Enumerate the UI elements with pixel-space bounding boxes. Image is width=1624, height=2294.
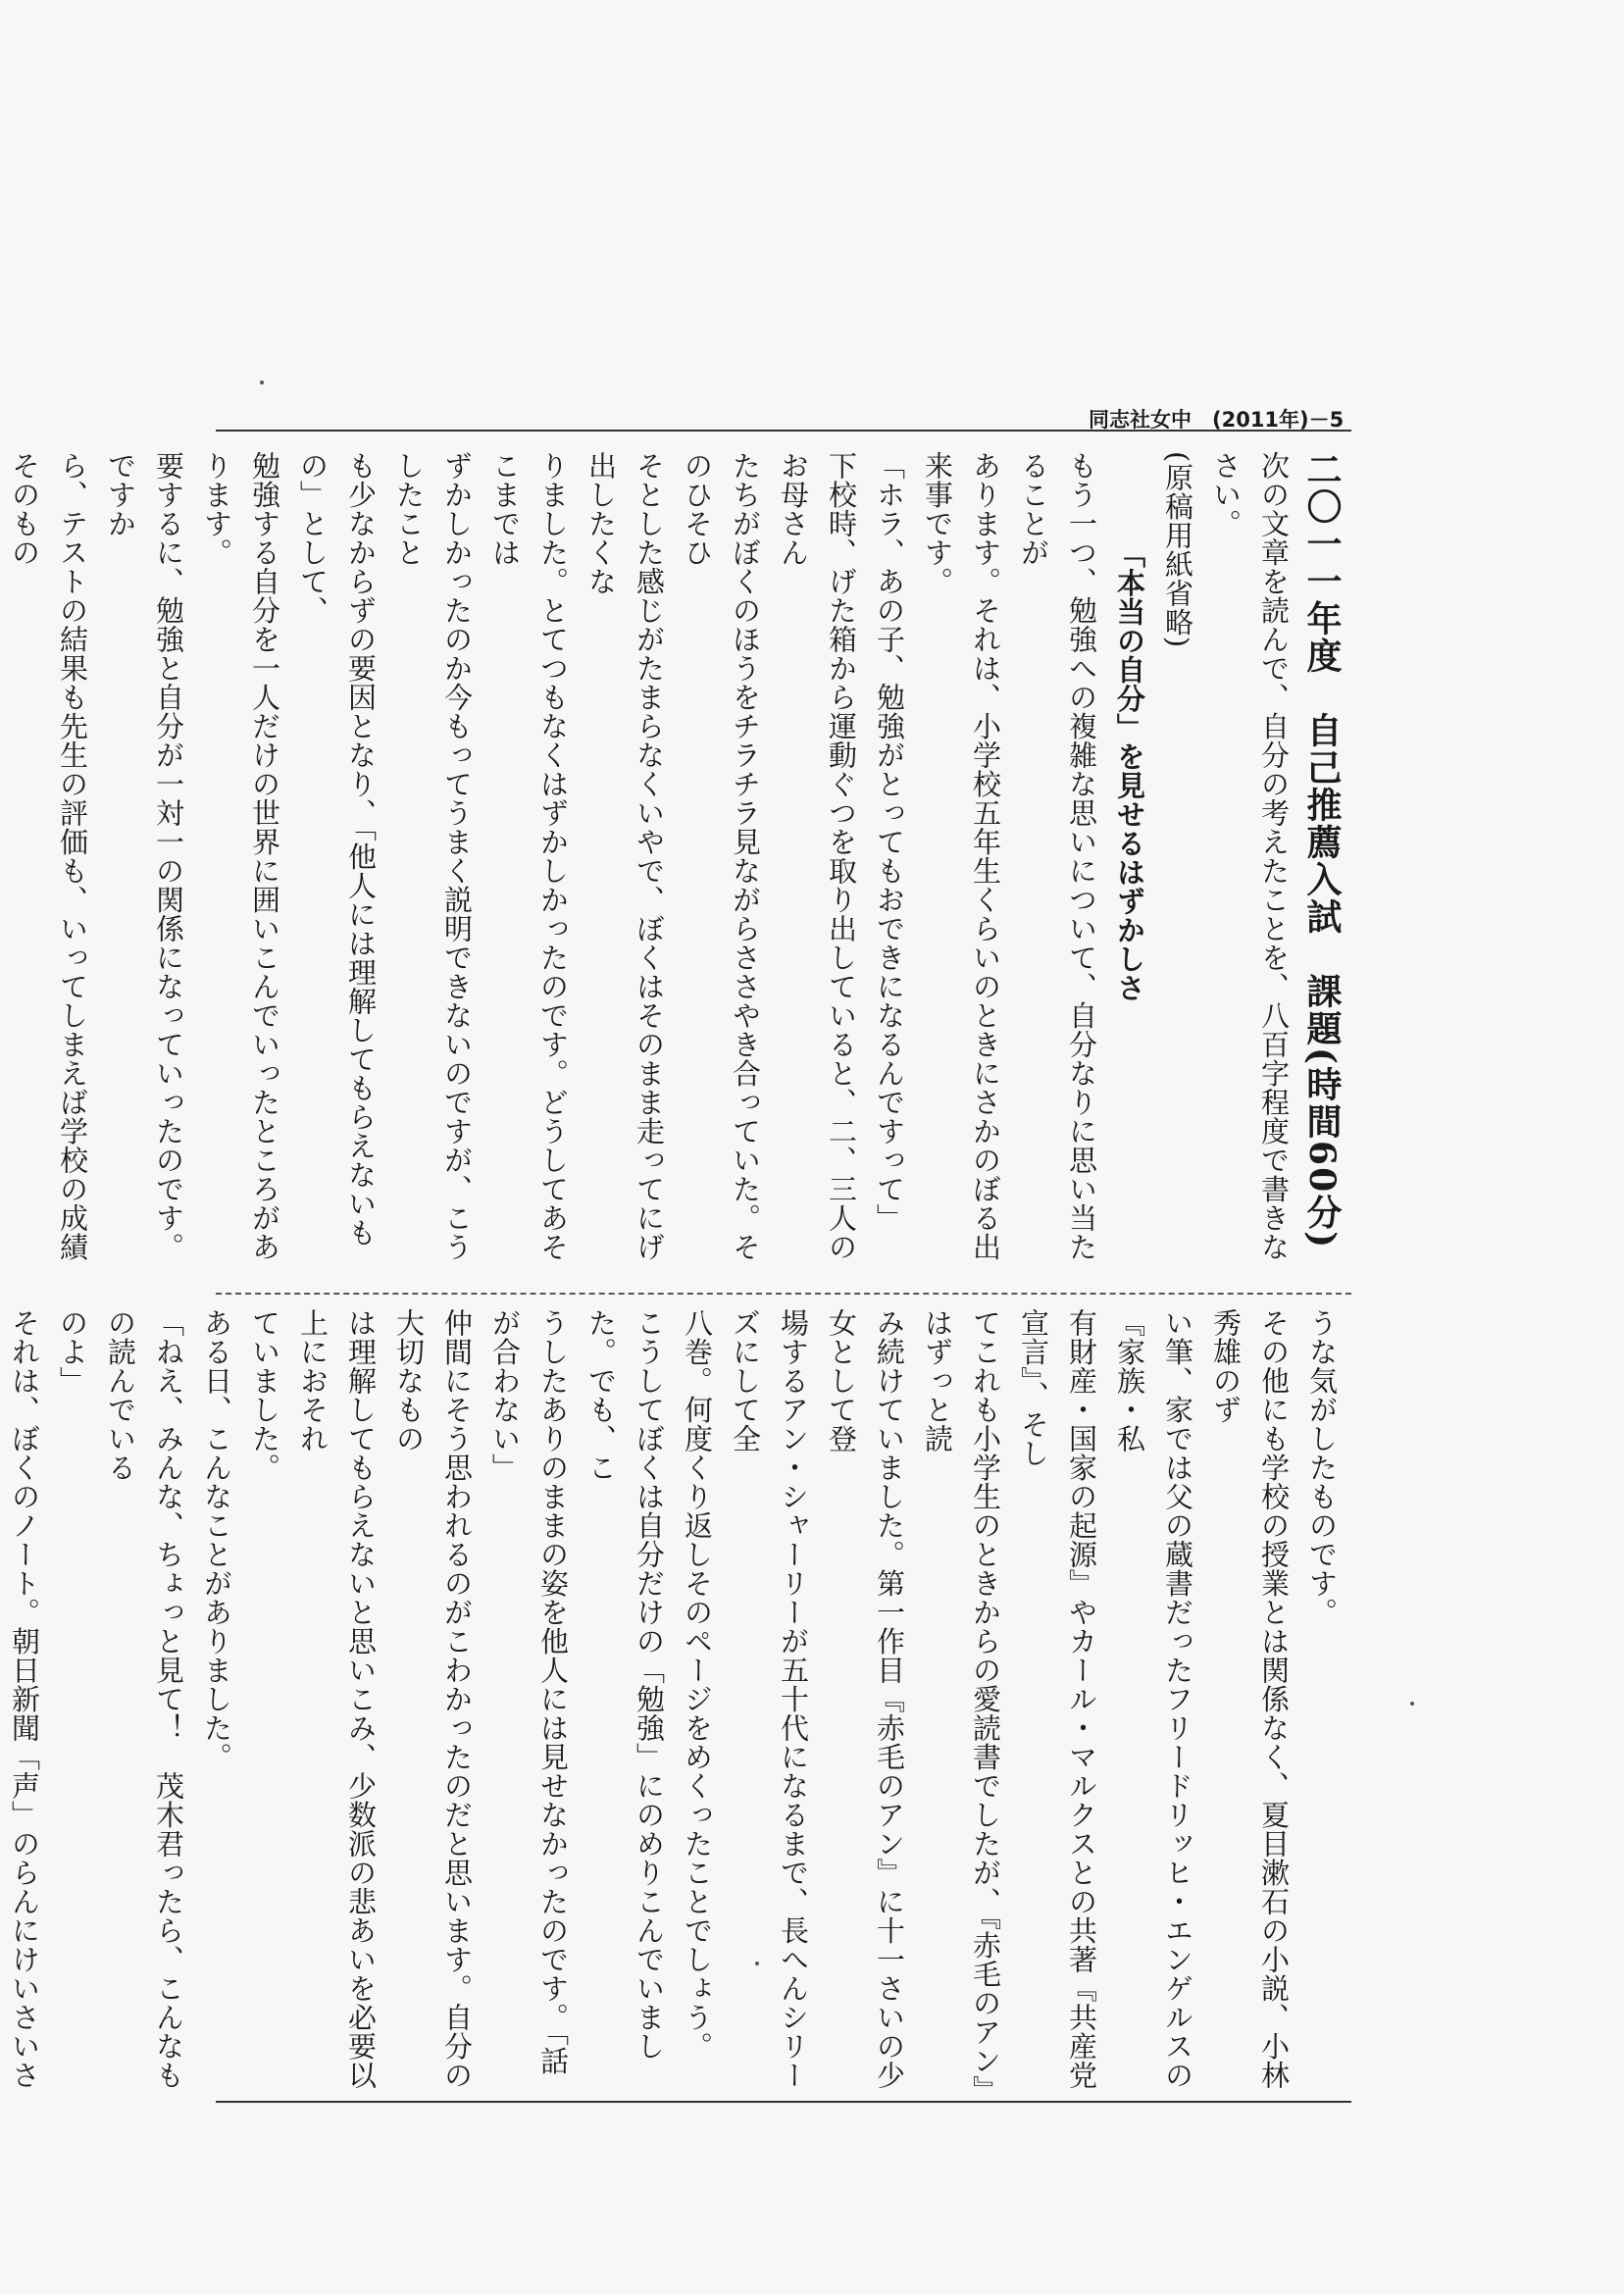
text-line: 場するアン・シャーリーが五十代になるまで、長へんシリーズにして全	[729, 1308, 810, 2090]
exam-title: 二〇一一年度 自己推薦入試 課題(時間60分)	[1301, 451, 1343, 1250]
text-line: 勉強する自分を一人だけの世界に囲いこんでいったところがあります。	[200, 451, 281, 1261]
exam-instruction: 次の文章を読んで、自分の考えたことを、八百字程度で書きなさい。	[1209, 451, 1291, 1261]
text-line: も少なからずの要因となり、「他人には理解してもらえないもの」として、	[296, 451, 378, 1248]
text-line: ていました。	[248, 1308, 281, 1482]
scan-speck	[755, 1962, 759, 1965]
text-line: は理解してもらえないと思いこみ、少数派の悲あいを必要以上におそれ	[296, 1308, 378, 2090]
page-header: 同志社女中 (2011年)－5	[1089, 408, 1345, 432]
text-line: てこれも小学生のときからの愛読書でしたが、『赤毛のアン』はずっと読	[921, 1308, 1002, 2090]
scan-speck	[1410, 1702, 1414, 1706]
upper-top-rule	[216, 430, 1351, 432]
text-line: い筆、家では父の蔵書だったフリードリッヒ・エンゲルスの『家族・私	[1113, 1308, 1194, 2090]
essay-subtitle: 「本当の自分」を見せるはずかしさ	[1113, 539, 1146, 1002]
text-line: たちがぼくのほうをチラチラ見ながらささやき合っていた。そのひそひ	[681, 451, 762, 1261]
text-line: うな気がしたものです。	[1305, 1308, 1339, 1627]
section-divider-rule	[216, 1293, 1351, 1295]
text-line: 有財産・国家の起源』やカール・マルクスとの共著『共産党宣言』、そし	[1017, 1308, 1098, 2090]
lower-bottom-rule	[216, 2101, 1351, 2103]
text-line: 「ねえ、みんな、ちょっと見て！ 茂木君ったら、こんなもの読んでいる	[104, 1308, 185, 2090]
text-line: 下校時、げた箱から運動ぐつを取り出していると、二、三人のお母さん	[777, 451, 858, 1261]
text-line: 「ホラ、あの子、勉強がとってもおできになるんですって」	[873, 451, 906, 1233]
text-line: りました。とてつもなくはずかしかったのです。どうしてあそこまでは	[488, 451, 570, 1261]
lower-text-block	[8, 1308, 1345, 2093]
text-line: ある日、こんなことがありました。	[200, 1308, 233, 1771]
upper-text-block	[8, 451, 1345, 1270]
text-line: ら、テストの結果も先生の評価も、いってしまえば学校の成績そのもの	[8, 451, 89, 1261]
text-line: ずかしかったのか今もってうまく説明できないのですが、こうしたこと	[392, 451, 474, 1261]
text-line: うしたありのままの姿を他人には見せなかったのです。「話が合わない」	[488, 1308, 570, 2075]
text-line: もう一つ、勉強への複雑な思いについて、自分なりに思い当たることが	[1017, 451, 1098, 1261]
text-line: こうしてぼくは自分だけの「勉強」にのめりこんでいました。でも、こ	[584, 1308, 666, 2061]
text-line: そとした感じがたまらなくいやで、ぼくはそのまま走ってにげ出したくな	[584, 451, 666, 1261]
text-line: あります。それは、小学校五年生くらいのときにさかのぼる出来事です。	[921, 451, 1002, 1261]
scan-speck	[260, 381, 264, 384]
text-line: その他にも学校の授業とは関係なく、夏目漱石の小説、小林秀雄のず	[1209, 1308, 1291, 2090]
text-line: 八巻。何度くり返しそのページをめくったことでしょう。	[681, 1308, 714, 2061]
text-line: 仲間にそう思われるのがこわかったのだと思います。自分の大切なもの	[392, 1308, 474, 2090]
text-line: それは、ぼくのノート。朝日新聞「声」のらんにけいさいさ	[8, 1308, 41, 2090]
text-line: 要するに、勉強と自分が一対一の関係になっていったのです。ですか	[104, 451, 185, 1261]
text-line: のよ」	[56, 1308, 89, 1396]
exam-note: (原稿用紙省略)	[1161, 451, 1194, 648]
text-line: み続けていました。第一作目『赤毛のアン』に十一さいの少女として登	[825, 1308, 906, 2090]
